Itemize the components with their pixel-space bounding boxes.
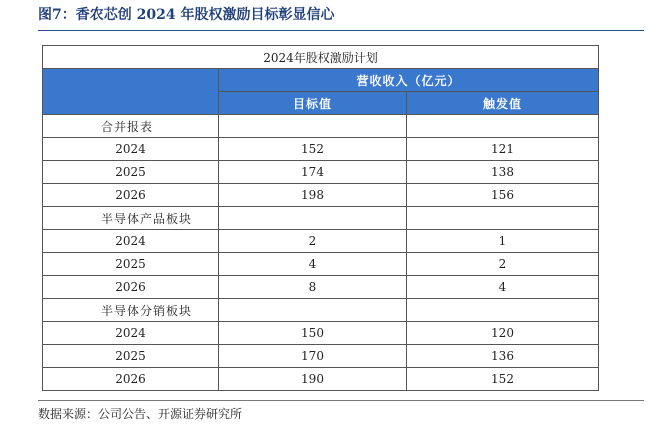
trigger-cell: 121 (407, 138, 599, 161)
section-name: 半导体产品板块 (43, 207, 219, 230)
section-row (43, 299, 599, 322)
target-cell: 198 (219, 184, 407, 207)
target-cell: 174 (219, 161, 407, 184)
trigger-cell: 138 (407, 161, 599, 184)
group-header-row (43, 69, 599, 92)
year-cell: 2025 (43, 253, 219, 276)
target-cell: 150 (219, 322, 407, 345)
year-cell: 2025 (43, 345, 219, 368)
target-cell: 2 (219, 230, 407, 253)
year-cell: 2024 (43, 322, 219, 345)
table-caption-row (43, 46, 599, 69)
trigger-cell: 152 (407, 368, 599, 391)
table-row (43, 322, 599, 345)
target-cell: 190 (219, 368, 407, 391)
section-empty-cell (407, 207, 599, 230)
trigger-cell: 1 (407, 230, 599, 253)
source-note: 数据来源：公司公告、开源证券研究所 (38, 407, 243, 421)
section-row (43, 115, 599, 138)
trigger-cell: 136 (407, 345, 599, 368)
year-cell: 2026 (43, 184, 219, 207)
section-name: 半导体分销板块 (43, 299, 219, 322)
trigger-cell: 120 (407, 322, 599, 345)
year-cell: 2024 (43, 230, 219, 253)
table-row (43, 368, 599, 391)
section-empty-cell (219, 299, 407, 322)
year-cell: 2026 (43, 368, 219, 391)
section-empty-cell (407, 299, 599, 322)
incentive-table (42, 45, 599, 391)
section-empty-cell (407, 115, 599, 138)
year-cell: 2025 (43, 161, 219, 184)
title-rule (38, 30, 644, 31)
source-rule (38, 400, 644, 401)
header-blank-cell (43, 69, 219, 115)
table-row (43, 345, 599, 368)
figure-title: 图7：香农芯创 2024 年股权激励目标彰显信心 (38, 7, 335, 23)
section-empty-cell (219, 207, 407, 230)
target-cell: 8 (219, 276, 407, 299)
table-row (43, 276, 599, 299)
table-row (43, 253, 599, 276)
table-row (43, 138, 599, 161)
target-cell: 152 (219, 138, 407, 161)
trigger-cell: 156 (407, 184, 599, 207)
section-row (43, 207, 599, 230)
year-cell: 2026 (43, 276, 219, 299)
trigger-cell: 4 (407, 276, 599, 299)
table-row (43, 184, 599, 207)
trigger-cell: 2 (407, 253, 599, 276)
table-caption: 2024年股权激励计划 (43, 46, 599, 69)
section-empty-cell (219, 115, 407, 138)
group-header: 营收收入（亿元） (219, 69, 599, 92)
incentive-table-wrapper (42, 45, 598, 391)
table-row (43, 161, 599, 184)
column-header-target: 目标值 (219, 92, 407, 115)
target-cell: 4 (219, 253, 407, 276)
table-row (43, 230, 599, 253)
section-name: 合并报表 (43, 115, 219, 138)
year-cell: 2024 (43, 138, 219, 161)
column-header-trigger: 触发值 (407, 92, 599, 115)
target-cell: 170 (219, 345, 407, 368)
